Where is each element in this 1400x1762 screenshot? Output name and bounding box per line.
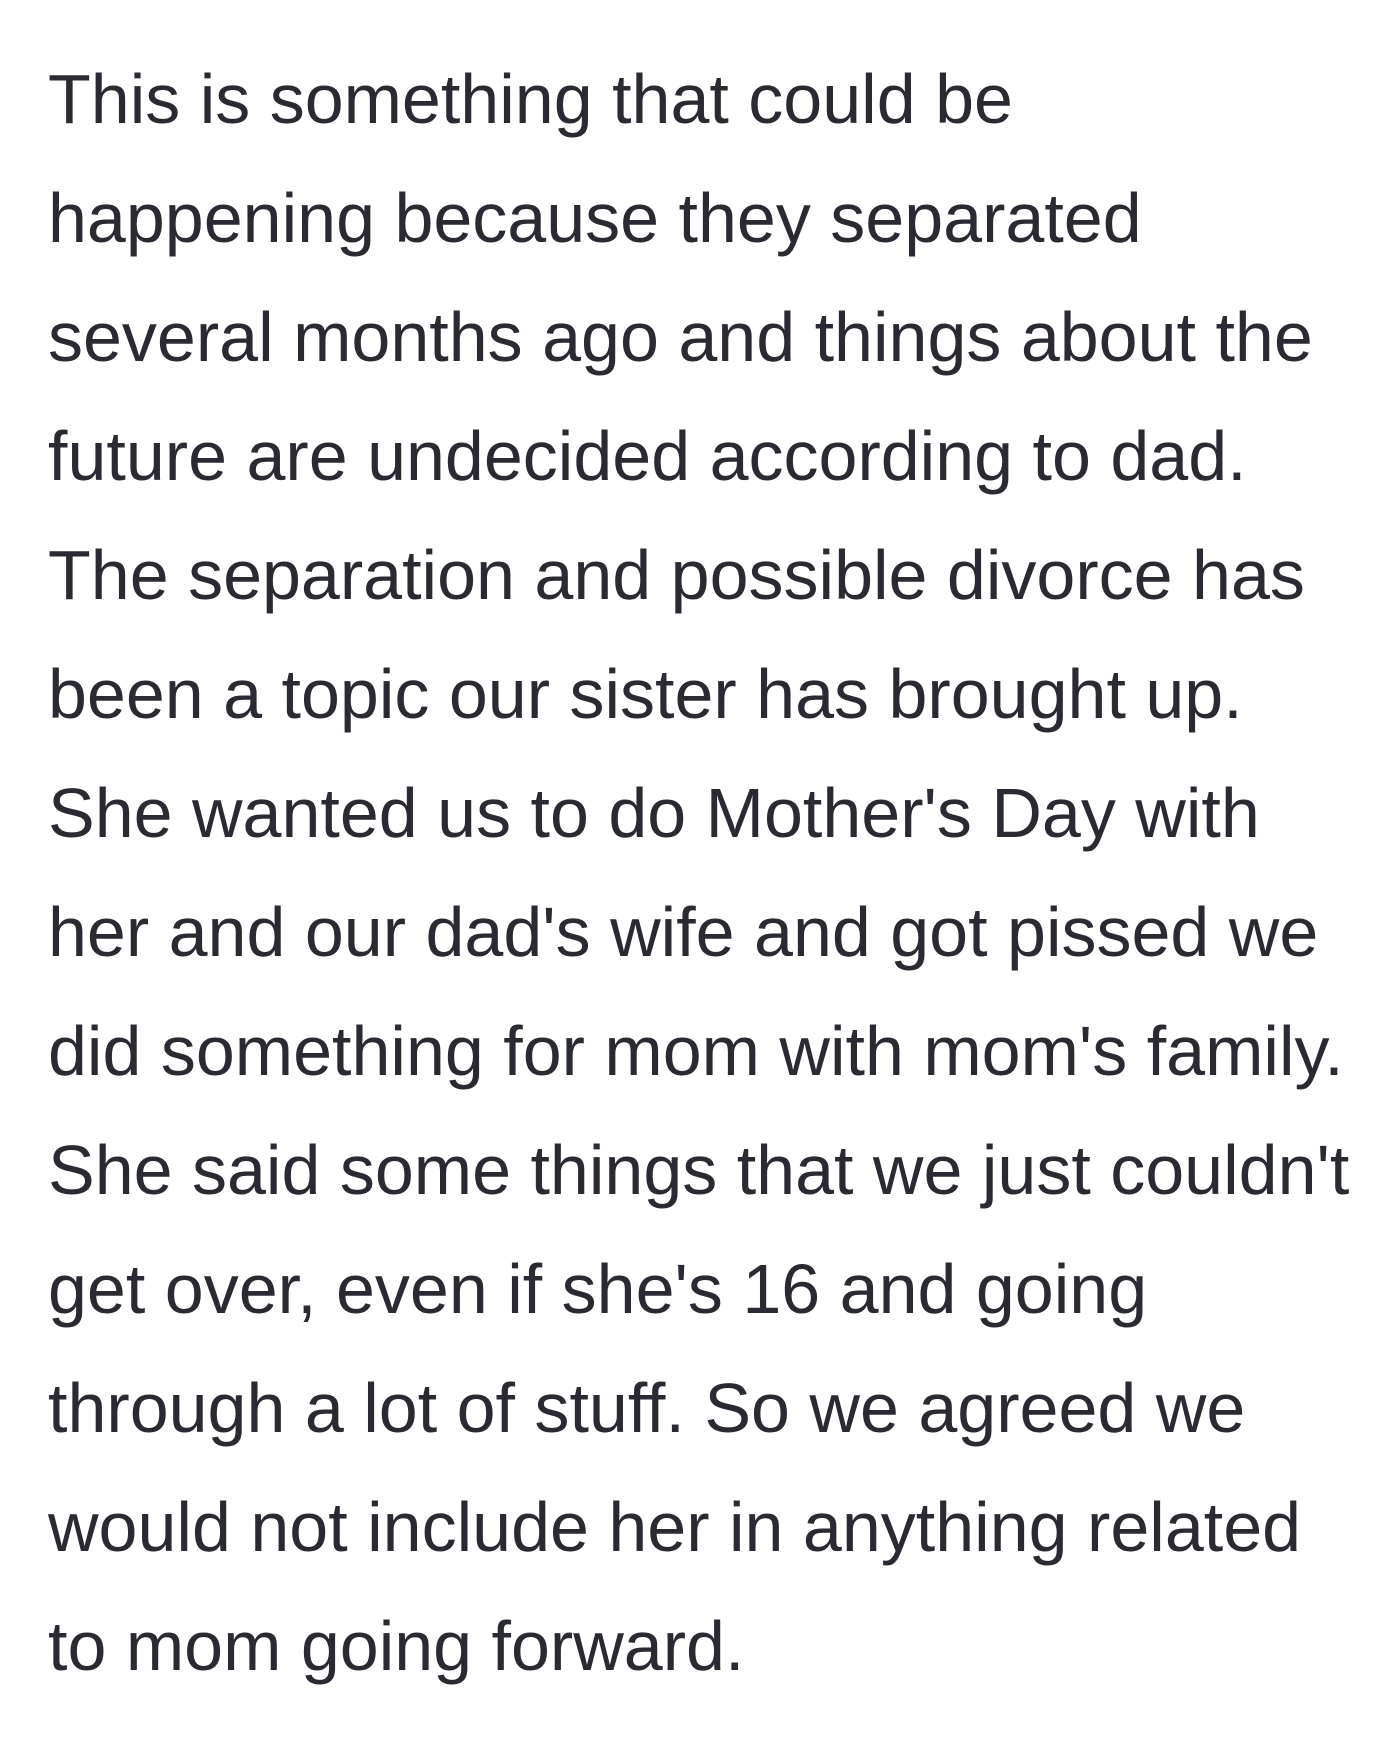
paragraph-line: happening because they separated: [48, 179, 1142, 257]
paragraph-line: did something for mom with mom's family.: [48, 1012, 1344, 1090]
paragraph-line: several months ago and things about the: [48, 298, 1313, 376]
body-paragraph: [48, 40, 1388, 1706]
paragraph-line: She said some things that we just couldn't: [48, 1131, 1350, 1209]
paragraph-line: through a lot of stuff. So we agreed we: [48, 1369, 1246, 1447]
paragraph-line: been a topic our sister has brought up.: [48, 655, 1243, 733]
paragraph-line: would not include her in anything related: [48, 1488, 1302, 1566]
paragraph-line: to mom going forward.: [48, 1607, 745, 1685]
paragraph-line: This is something that could be: [48, 60, 1013, 138]
paragraph-line: future are undecided according to dad.: [48, 417, 1247, 495]
paragraph-line: The separation and possible divorce has: [48, 536, 1305, 614]
paragraph-line: She wanted us to do Mother's Day with: [48, 774, 1260, 852]
paragraph-line: her and our dad's wife and got pissed we: [48, 893, 1319, 971]
paragraph-line: get over, even if she's 16 and going: [48, 1250, 1148, 1328]
